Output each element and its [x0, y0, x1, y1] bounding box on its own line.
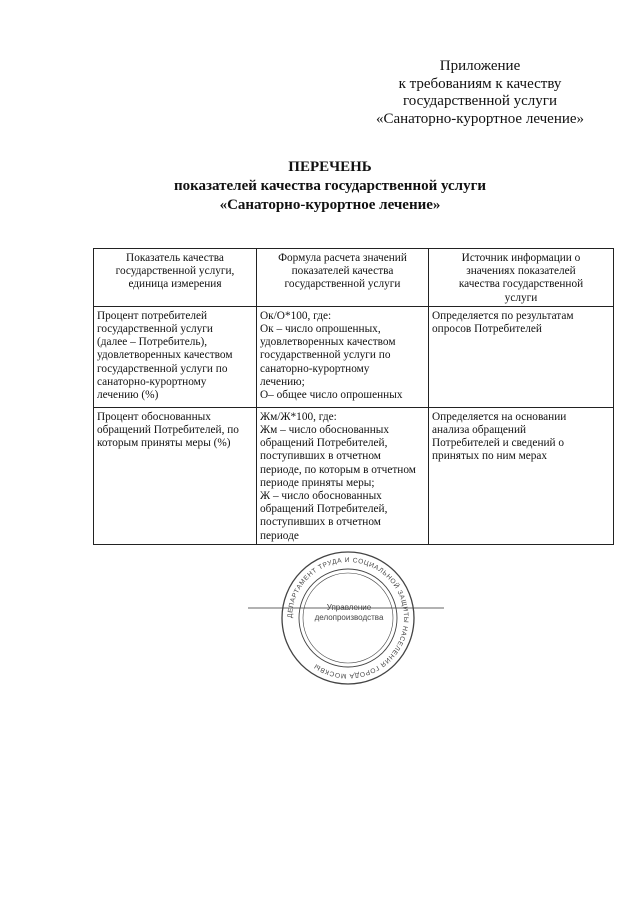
- document-title: ПЕРЕЧЕНЬ: [288, 159, 372, 175]
- seal-ring-text: ДЕПАРТАМЕНТ ТРУДА И СОЦИАЛЬНОЙ ЗАЩИТЫ НАСЕЛЕНИЯ ГОРОДА МОСКВЫ: [286, 556, 410, 680]
- official-seal: [248, 548, 448, 688]
- cell-formula: Жм/Ж*100, где: Жм – число обоснованных обращений Потребителей, поступивших в отчетном периоде, по которым в отчетном периоде приняты меры; Ж – число обоснованных обращений Потребителей, поступивших в отчетном периоде: [257, 407, 429, 544]
- table-header-row: [94, 249, 614, 307]
- appendix-line: Приложение: [439, 58, 521, 74]
- seal-center-text: Управление: [326, 603, 372, 612]
- header-formula: Формула расчета значений показателей качества государственной услуги: [257, 249, 429, 307]
- document-subtitle: показателей качества государственной услуги: [173, 178, 487, 194]
- cell-source: Определяется по результатам опросов Потребителей: [429, 306, 614, 407]
- appendix-line: к требованиям к качеству: [398, 75, 562, 92]
- seal-center-text: делопроизводства: [314, 613, 384, 622]
- document-heading: [100, 158, 560, 215]
- header-indicator: Показатель качества государственной услуги, единица измерения: [94, 249, 257, 307]
- appendix-line: государственной услуги: [403, 93, 557, 109]
- header-source: Источник информации о значениях показателей качества государственной услуги: [429, 249, 614, 307]
- cell-formula: Ок/О*100, где: Ок – число опрошенных, удовлетворенных качеством государственной услуги по санаторно-курортному лечению; О– общее число опрошенных: [257, 306, 429, 407]
- appendix-caption: [330, 58, 630, 128]
- cell-indicator: Процент потребителей государственной услуги (далее – Потребитель), удовлетворенных качеством государственной услуги по санаторно-курортному лечению (%): [94, 306, 257, 407]
- cell-indicator: Процент обоснованных обращений Потребителей, по которым приняты меры (%): [94, 407, 257, 544]
- table-row: [94, 407, 614, 544]
- appendix-line: «Санаторно-курортное лечение»: [375, 110, 585, 127]
- document-subtitle: «Санаторно-курортное лечение»: [219, 197, 441, 213]
- indicators-table: [93, 248, 614, 545]
- cell-source: Определяется на основании анализа обращений Потребителей и сведений о принятых по ним мерах: [429, 407, 614, 544]
- table-row: [94, 306, 614, 407]
